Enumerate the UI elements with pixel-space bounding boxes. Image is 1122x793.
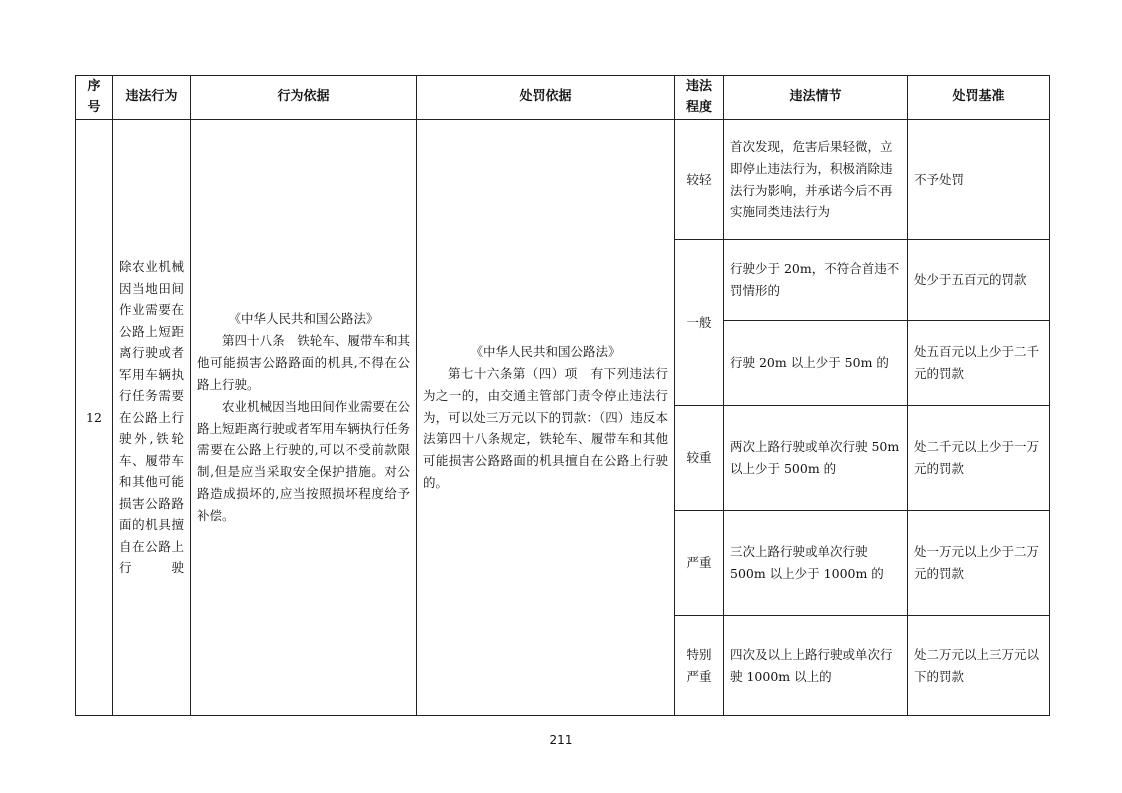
penalty-basis-title: 《中华人民共和国公路法》 (470, 343, 621, 359)
page-number: 211 (549, 733, 573, 747)
circumstance: 行驶 20m 以上少于 50m 的 (724, 321, 908, 406)
header-standard: 处罚基准 (908, 76, 1050, 120)
penalty-standard: 处少于五百元的罚款 (908, 240, 1050, 321)
header-severity: 违法程度 (675, 76, 724, 120)
circumstance: 两次上路行驶或单次行驶 50m 以上少于 500m 的 (724, 406, 908, 511)
severity-level: 一般 (675, 240, 724, 406)
penalty-standard: 处一万元以上少于二万元的罚款 (908, 511, 1050, 616)
penalty-standard: 处二万元以上三万元以下的罚款 (908, 616, 1050, 716)
penalty-basis-paragraph: 第七十六条第（四）项 有下列违法行为之一的，由交通主管部门责令停止违法行为，可以处三万元以下的罚款：（四）违反本法第四十八条规定，铁轮车、履带车和其他可能损害公路路面的机具擅自在公路上行驶的。 (423, 365, 668, 491)
header-penalty-basis: 处罚依据 (417, 76, 675, 120)
severity-level: 特别严重 (675, 616, 724, 716)
penalty-standard: 不予处罚 (908, 120, 1050, 240)
circumstance: 四次及以上上路行驶或单次行驶 1000m 以上的 (724, 616, 908, 716)
conduct-basis-paragraph: 第四十八条 铁轮车、履带车和其他可能损害公路路面的机具,不得在公路上行驶。 (197, 333, 410, 392)
circumstance: 三次上路行驶或单次行驶 500m 以上少于 1000m 的 (724, 511, 908, 616)
conduct-basis (191, 120, 417, 716)
severity-level: 较轻 (675, 120, 724, 240)
header-index: 序号 (76, 76, 113, 120)
penalty-standard: 处五百元以上少于二千元的罚款 (908, 321, 1050, 406)
violation-text: 除农业机械因当地田间作业需要在公路上短距离行驶或者军用车辆执行任务需要在公路上行驶外,铁轮车、履带车和其他可能损害公路路面的机具擅自在公路上行驶 (113, 120, 191, 716)
conduct-basis-title: 《中华人民共和国公路法》 (228, 311, 379, 327)
circumstance: 首次发现，危害后果轻微，立即停止违法行为，积极消除违法行为影响，并承诺今后不再实施同类违法行为 (724, 120, 908, 240)
conduct-basis-paragraph: 农业机械因当地田间作业需要在公路上短距离行驶或者军用车辆执行任务需要在公路上行驶的,可以不受前款限制,但是应当采取安全保护措施。对公路造成损坏的,应当按照损坏程度给予补偿。 (197, 398, 410, 523)
header-circumstance: 违法情节 (724, 76, 908, 120)
header-row (76, 76, 1050, 120)
severity-level: 较重 (675, 406, 724, 511)
circumstance: 行驶少于 20m，不符合首违不罚情形的 (724, 240, 908, 321)
row-index: 12 (76, 120, 113, 716)
penalty-standard: 处二千元以上少于一万元的罚款 (908, 406, 1050, 511)
table-row (76, 120, 1050, 240)
header-conduct-basis: 行为依据 (191, 76, 417, 120)
header-violation: 违法行为 (113, 76, 191, 120)
severity-level: 严重 (675, 511, 724, 616)
penalty-standard-table (75, 75, 1050, 716)
penalty-basis (417, 120, 675, 716)
